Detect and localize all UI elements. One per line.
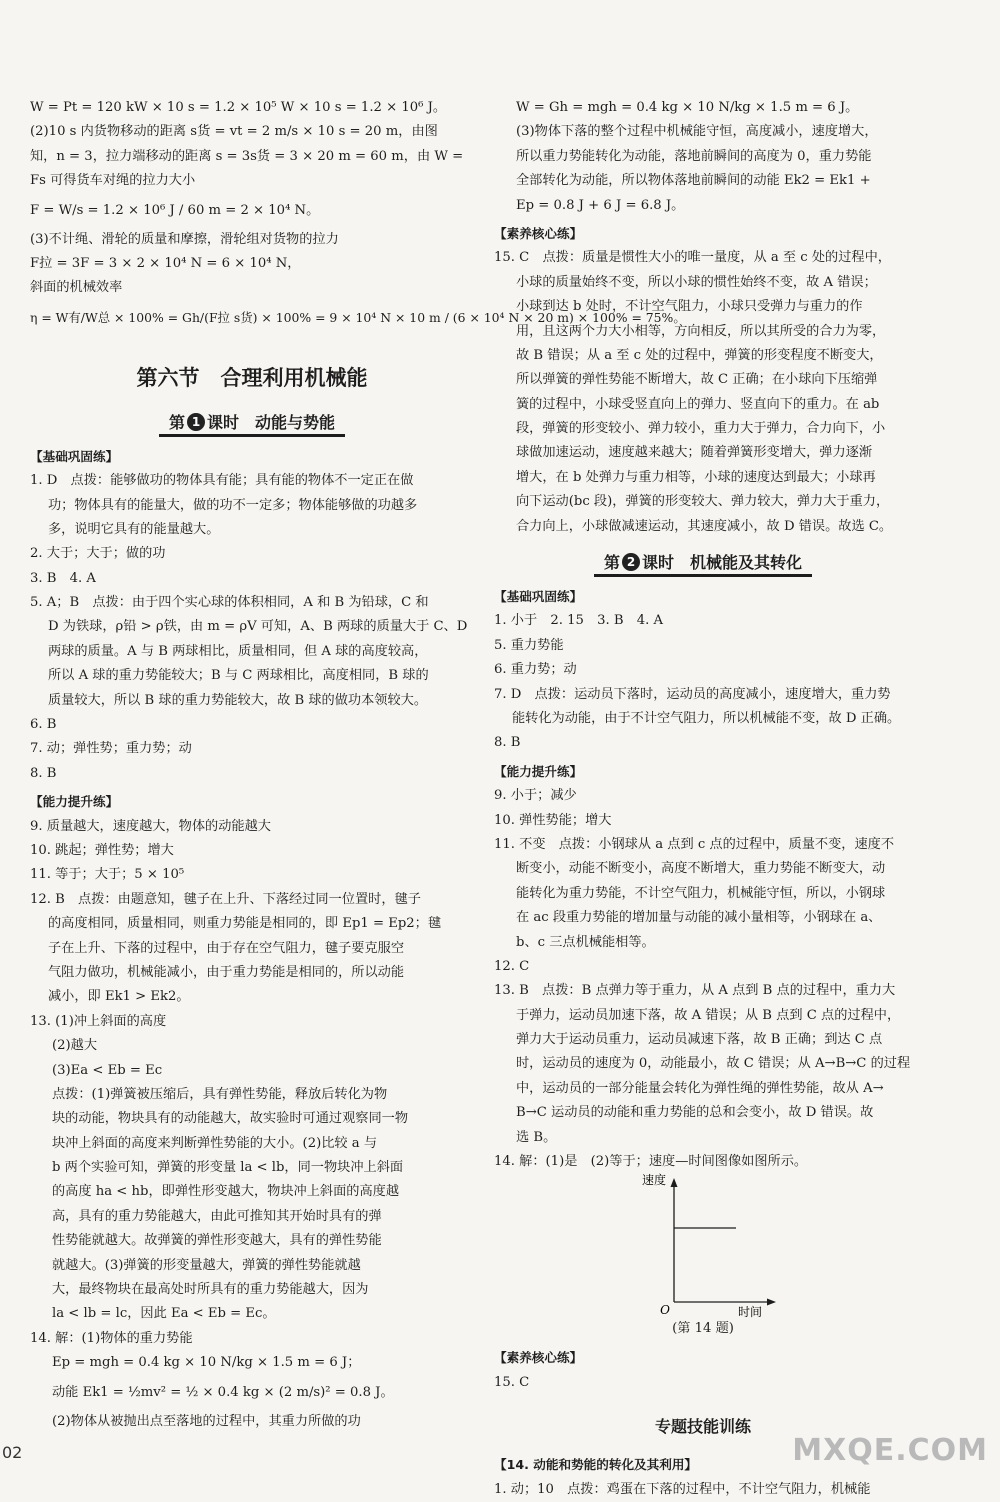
answer-line: (2)越大: [52, 1038, 98, 1054]
section-tag: 【基础巩固练】: [494, 589, 583, 605]
answer-line: 块的动能，物块具有的动能越大，故实验时可通过观察同一物: [52, 1111, 409, 1127]
answer-line: 1. 小于 2. 15 3. B 4. A: [494, 613, 664, 629]
origin-label: O: [660, 1303, 670, 1318]
answer-line: 在 ac 段重力势能的增加量与动能的减小量相等，小钢球在 a、: [516, 910, 882, 926]
answer-line: 的高度 ha < hb，即弹性形变越大，物块冲上斜面的高度越: [52, 1184, 400, 1200]
answer-line: 质量较大，所以 B 球的重力势能较大，故 B 球的做功本领较大。: [48, 692, 428, 708]
graph-svg: [641, 1173, 784, 1320]
formula-line: F拉 = 3F = 3 × 2 × 10⁴ N = 6 × 10⁴ N，: [30, 255, 301, 271]
watermark: MXQE.COM: [792, 1432, 988, 1468]
answer-line: 弹力大于运动员重力，运动员减速下落，故 B 正确；到达 C 点: [516, 1032, 883, 1048]
section-tag: 【能力提升练】: [30, 794, 119, 810]
section-tag: 【素养核心练】: [494, 1350, 583, 1366]
answer-line: 多，说明它具有的能量越大。: [48, 521, 220, 537]
answer-line: 子在上升、下落的过程中，由于存在空气阻力，毽子要克服空: [48, 940, 405, 956]
answer-line: 能转化为动能，由于不计空气阻力，所以机械能不变，故 D 正确。: [512, 710, 901, 726]
lesson-suffix: 课时 机械能及其转化: [642, 553, 803, 573]
answer-line: 减小，即 Ek1 > Ek2。: [48, 989, 190, 1005]
answer-line: 时，运动员的速度为 0，动能最小，故 C 错误；从 A→B→C 的过程: [516, 1056, 911, 1072]
lesson-prefix: 第: [603, 553, 620, 573]
formula-line: W = Pt = 120 kW × 10 s = 1.2 × 10⁵ W × 10 s = 1.2 × 10⁶ J。: [30, 100, 447, 115]
formula-line: W = Gh = mgh = 0.4 kg × 10 N/kg × 1.5 m = 6 J。: [516, 100, 859, 115]
section-tag: 【基础巩固练】: [30, 448, 119, 464]
answer-line: 15. C: [494, 1374, 530, 1390]
answer-line: 3. B 4. A: [30, 570, 96, 586]
answer-line: 6. 重力势；动: [494, 662, 577, 678]
formula-line: 动能 Ek1 = ½mv² = ½ × 0.4 kg × (2 m/s)² = 0.8 J。: [52, 1384, 394, 1400]
section-title: 第六节 合理利用机械能: [136, 365, 368, 390]
answer-line: 所以弹簧的弹性势能不断增大，故 C 正确；在小球向下压缩弹: [516, 372, 878, 388]
answer-line: 大，最终物块在最高处时所具有的重力势能越大，因为: [52, 1282, 369, 1298]
answer-line: B→C 运动员的动能和重力势能的总和会变小，故 D 错误。故: [516, 1105, 874, 1121]
answer-line: 13. (1)冲上斜面的高度: [30, 1013, 167, 1029]
answer-line: 12. C: [494, 958, 530, 974]
answer-line: 2. 大于；大于；做的功: [30, 546, 166, 562]
answer-line: 功；物体具有的能量大，做的功不一定多；物体能够做的功越多: [48, 497, 418, 513]
answer-line: 就越大。(3)弹簧的形变量越大，弹簧的弹性势能就越: [52, 1257, 361, 1273]
text-line: Fs 可得货车对绳的拉力大小: [30, 173, 196, 189]
answer-line: 8. B: [30, 765, 57, 781]
answer-line: 10. 弹性势能；增大: [494, 812, 612, 828]
answer-line: b、c 三点机械能相等。: [516, 934, 655, 950]
answer-line: 合力向上，小球做减速运动，其速度减小，故 D 错误。故选 C。: [516, 518, 893, 534]
answer-line: 6. B: [30, 717, 57, 733]
answer-line: 10. 跳起；弹性势；增大: [30, 842, 174, 858]
formula-line: Ep = mgh = 0.4 kg × 10 N/kg × 1.5 m = 6 J；: [52, 1355, 361, 1371]
y-axis-arrow-icon: [671, 1178, 678, 1187]
text-line: 知，n = 3，拉力端移动的距离 s = 3s货 = 3 × 20 m = 60 m，由 W =: [30, 148, 464, 164]
speed-time-graph: [494, 1173, 912, 1320]
answer-line: 1. D 点拨：能够做功的物体具有能；具有能的物体不一定正在做: [30, 473, 414, 489]
answer-line: 簧的过程中，小球受竖直向上的弹力、竖直向下的重力。在 ab: [516, 396, 880, 412]
answer-line: 于弹力，运动员加速下落，故 A 错误；从 B 点到 C 点的过程中，: [516, 1007, 901, 1023]
answer-line: 所以 A 球的重力势能较大；B 与 C 两球相比，高度相同，B 球的: [48, 668, 429, 684]
answer-line: 小球的质量始终不变，所以小球的惯性始终不变，故 A 错误；: [516, 274, 877, 290]
answer-line: 5. A；B 点拨：由于四个实心球的体积相同，A 和 B 为铅球，C 和: [30, 595, 429, 611]
special-title: 专题技能训练: [654, 1417, 751, 1437]
answer-line: b 两个实验可知，弹簧的形变量 la < lb，同一物块冲上斜面: [52, 1160, 404, 1176]
text-line: (3)不计绳、滑轮的质量和摩擦，滑轮组对货物的拉力: [30, 231, 339, 247]
lesson-title: [30, 405, 474, 441]
figure-caption: (第 14 题): [672, 1321, 734, 1337]
lesson-prefix: 第: [168, 412, 185, 432]
answer-line: 13. B 点拨：B 点弹力等于重力，从 A 点到 B 点的过程中，重力大: [494, 983, 896, 999]
answer-line: 9. 小于；减少: [494, 788, 577, 804]
answer-line: 选 B。: [516, 1129, 557, 1145]
section-tag: 【素养核心练】: [494, 225, 583, 241]
answer-line: 段，弹簧的形变较小、弹力较小，重力大于弹力，合力向下，小: [516, 421, 886, 437]
answer-line: (3)Ea < Eb = Ec: [52, 1062, 163, 1078]
lesson-title: [494, 545, 912, 581]
text-line: 斜面的机械效率: [30, 280, 123, 296]
answer-line: 15. C 点拨：质量是惯性大小的唯一量度，从 a 至 c 处的过程中，: [494, 250, 891, 266]
answer-line: 8. B: [494, 735, 521, 751]
answer-line: 两球的质量。A 与 B 两球相比，质量相同，但 A 球的高度较高，: [48, 643, 428, 659]
right-column: [494, 96, 912, 1502]
answer-line: 向下运动(bc 段)，弹簧的形变较大、弹力较大，弹力大于重力，: [516, 494, 890, 510]
efficiency-formula: η = W有/W总 × 100% = Gh/(F拉 s货) × 100% = 9 × 10⁴ N × 10 m / (6 × 10⁴ N × 20 m) × 100% = 75%。: [30, 309, 686, 325]
answer-line: D 为铁球，ρ铅 > ρ铁，由 m = ρV 可知，A、B 两球的质量大于 C、D: [48, 619, 468, 635]
lesson-number-badge: 1: [187, 413, 205, 431]
section-tag: 【能力提升练】: [494, 763, 583, 779]
answer-line: 全部转化为动能，所以物体落地前瞬间的动能 Ek2 = Ek1 +: [516, 173, 871, 189]
answer-line: 12. B 点拨：由题意知，毽子在上升、下落经过同一位置时，毽子: [30, 891, 421, 907]
answer-line: 用，且这两个力大小相等，方向相反，所以其所受的合力为零，: [516, 323, 886, 339]
answer-line: 11. 不变 点拨：小钢球从 a 点到 c 点的过程中，质量不变，速度不: [494, 836, 895, 852]
x-axis-label: 时间: [737, 1305, 763, 1320]
answer-line: la < lb = lc，因此 Ea < Eb = Ec。: [52, 1306, 276, 1322]
answer-line: (2)物体从被抛出点至落地的过程中，其重力所做的功: [52, 1413, 361, 1429]
answer-line: 7. D 点拨：运动员下落时，运动员的高度减小，速度增大，重力势: [494, 686, 891, 702]
answer-line: 7. 动；弹性势；重力势；动: [30, 741, 192, 757]
text-line: (2)10 s 内货物移动的距离 s货 = vt = 2 m/s × 10 s = 20 m，由图: [30, 124, 438, 140]
answer-line: 点拨：(1)弹簧被压缩后，具有弹性势能，释放后转化为物: [52, 1086, 388, 1102]
answer-line: 故 B 错误；从 a 至 c 处的过程中，弹簧的形变程度不断变大，: [516, 347, 883, 363]
lesson-number-badge: 2: [622, 553, 640, 571]
answer-line: 中，运动员的一部分能量会转化为弹性绳的弹性势能，故从 A→: [516, 1080, 884, 1096]
y-axis-label: 速度: [641, 1173, 666, 1188]
answer-line: 气阻力做功，机械能减小，由于重力势能是相同的，所以动能: [48, 964, 405, 980]
answer-line: 1. 动；10 点拨：鸡蛋在下落的过程中，不计空气阻力，机械能: [494, 1481, 871, 1497]
answer-line: 高，具有的重力势能越大，由此可推知其开始时具有的弹: [52, 1208, 382, 1224]
answer-line: 9. 质量越大，速度越大，物体的动能越大: [30, 818, 271, 834]
answer-line: 所以重力势能转化为动能，落地前瞬间的高度为 0，重力势能: [516, 148, 872, 164]
section-tag: 【14. 动能和势能的转化及其利用】: [494, 1457, 698, 1473]
answer-line: 能转化为重力势能，不计空气阻力，机械能守恒，所以，小钢球: [516, 885, 886, 901]
formula-line: Ep = 0.8 J + 6 J = 6.8 J。: [516, 197, 685, 213]
answer-line: 增大，在 b 处弹力与重力相等，小球的速度达到最大；小球再: [516, 469, 876, 485]
answer-line: 11. 等于；大于；5 × 10⁵: [30, 867, 185, 883]
lesson-suffix: 课时 动能与势能: [207, 412, 336, 432]
x-axis-arrow-icon: [767, 1299, 776, 1306]
answer-line: 14. 解：(1)是 (2)等于；速度—时间图像如图所示。: [494, 1154, 808, 1170]
answer-line: (3)物体下落的整个过程中机械能守恒，高度减小，速度增大，: [516, 124, 878, 140]
answer-line: 球做加速运动，速度越来越大；随着弹簧形变增大，弹力逐渐: [516, 445, 873, 461]
answer-line: 14. 解：(1)物体的重力势能: [30, 1330, 193, 1346]
answer-line: 5. 重力势能: [494, 637, 564, 653]
answer-line: 性势能就越大。故弹簧的弹性形变越大，具有的弹性势能: [52, 1233, 382, 1249]
answer-line: 块冲上斜面的高度来判断弹性势能的大小。(2)比较 a 与: [52, 1135, 378, 1151]
answer-line: 的高度相同，质量相同，则重力势能是相同的，即 Ep1 = Ep2；毽: [48, 916, 442, 932]
page-number: 02: [2, 1442, 23, 1462]
formula-line: F = W/s = 1.2 × 10⁶ J / 60 m = 2 × 10⁴ N。: [30, 202, 320, 218]
answer-line: 小球到达 b 处时，不计空气阻力，小球只受弹力与重力的作: [516, 299, 863, 315]
answer-line: 断变小，动能不断变小，高度不断增大，重力势能不断变大，动: [516, 861, 886, 877]
